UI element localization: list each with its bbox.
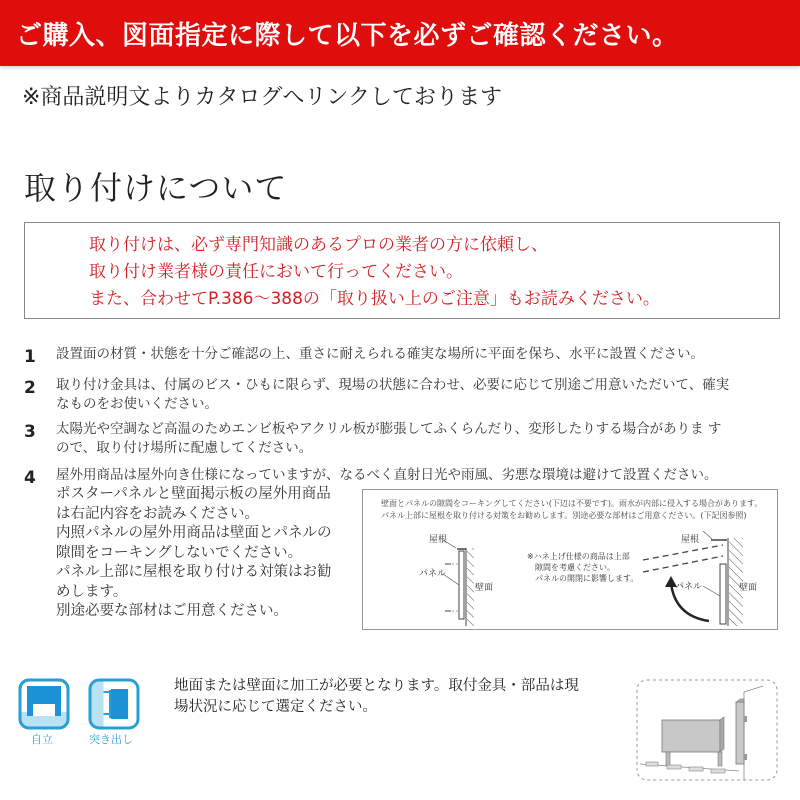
item-number: 2	[24, 378, 36, 398]
item-number: 3	[24, 422, 36, 442]
outdoor-notes	[56, 485, 332, 622]
freestanding-icon	[18, 678, 70, 730]
item-text: 設置面の材質・状態を十分ご確認の上、重さに耐えられる確実な場所に平面を保ち、水平に設置ください。	[56, 346, 704, 362]
panel-label: パネル	[675, 582, 703, 592]
caulking-diagram	[362, 489, 778, 630]
item-text: 屋外用商品は屋外向き仕様になっていますが、なるべく直射日光や雨風、劣悪な環境は避けて設置ください。	[56, 467, 718, 483]
note-line: めします。	[56, 583, 128, 600]
item-text: 太陽光や空調など高温のためエンビ板やアクリル板が膨張してふくらんだり、変形したりする場合がありま す	[56, 421, 722, 437]
item-number: 1	[24, 347, 36, 367]
header-banner	[0, 0, 800, 66]
installation-illustration	[634, 672, 780, 784]
warning-box	[24, 222, 780, 319]
item-text: なものをお使いください。	[56, 396, 218, 412]
caption-line: 壁面とパネルの隙間をコーキングしてください(下辺は不要です)。雨水が内部に侵入する場合があります。	[381, 499, 763, 508]
roof-label: 屋根	[429, 535, 448, 545]
hinge-note-line: パネルの開閉に影響します。	[535, 574, 639, 583]
section-title: 取り付けについて	[24, 169, 288, 207]
note-line: 別途必要な部材はご用意ください。	[56, 603, 288, 619]
warning-line: 取り付けは、必ず専門知識のあるプロの業者の方に依頼し、	[89, 235, 548, 255]
hinge-note-line: 隙間を考慮ください。	[535, 563, 615, 572]
wall-label: 壁面	[739, 583, 758, 593]
wall-label: 壁面	[475, 583, 494, 593]
hinge-note-line: ※ハネ上げ仕様の商品は上部	[527, 552, 630, 561]
note-line: は右記内容をお読みください。	[56, 505, 259, 522]
note-line: 内照パネルの屋外用商品は壁面とパネルの	[56, 525, 332, 541]
projecting-label: 突き出し	[89, 733, 133, 746]
item-number: 4	[24, 468, 36, 488]
caption-line: パネル上部に屋根を取り付ける対策をお勧めします。別途必要な部材はご用意ください。(下記図参照)	[381, 511, 747, 520]
note-line: ポスターパネルと壁面掲示板の屋外用商品	[56, 486, 331, 502]
hinge-note	[527, 551, 638, 584]
item-text: 取り付け金具は、付属のビス・ひもに限らず、現場の状態に合わせ、必要に応じて別途ご用意いただいて、確実	[56, 377, 730, 393]
item-text: ので、取り付け場所に配慮してください。	[56, 440, 313, 456]
roof-label: 屋根	[681, 535, 700, 545]
description-line: 場状況に応じて選定ください。	[174, 699, 377, 715]
description-line: 地面または壁面に加工が必要となります。取付金具・部品は現	[174, 678, 579, 694]
warning-line: 取り付け業者様の責任において行ってください。	[89, 262, 463, 282]
warning-line: また、合わせてP.386～388の「取り扱い上のご注意」もお読みください。	[89, 289, 660, 309]
freestanding-label: 自立	[31, 733, 53, 746]
banner-text: ご購入、図面指定に際して以下を必ずご確認ください。	[16, 20, 679, 51]
note-line: パネル上部に屋根を取り付ける対策はお勧	[56, 564, 332, 580]
panel-label: パネル	[419, 569, 447, 579]
projecting-icon	[88, 678, 140, 730]
catalog-note: ※商品説明文よりカタログへリンクしております	[22, 85, 502, 110]
mount-description	[174, 676, 579, 718]
note-line: 隙間をコーキングしないでください。	[56, 544, 303, 561]
